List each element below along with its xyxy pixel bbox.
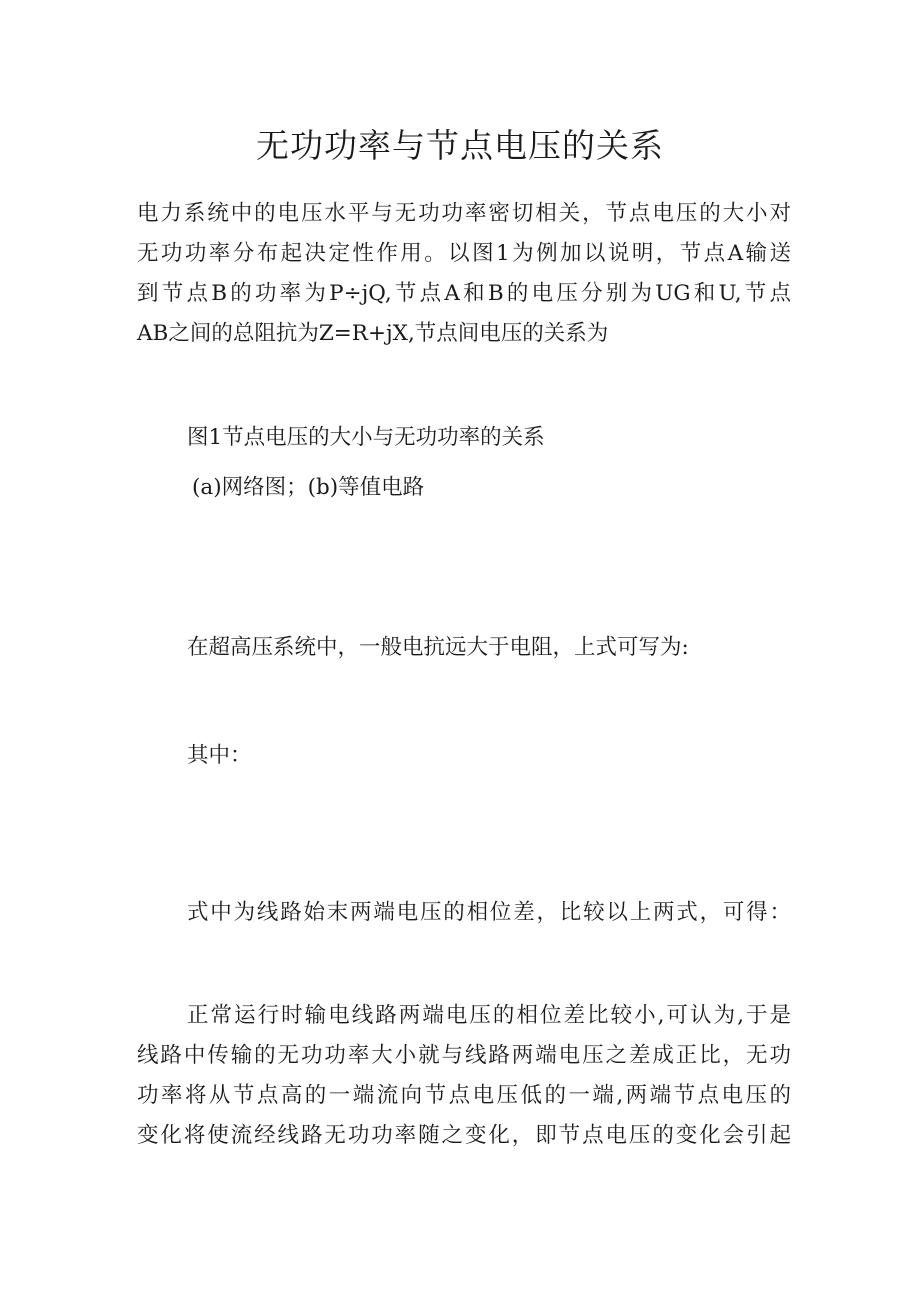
paragraph-ehv-approximation: 在超高压系统中，一般电抗远大于电阻，上式可写为: [187, 635, 689, 660]
paragraph-phase-difference: 式中为线路始末两端电压的相位差，比较以上两式，可得： [187, 900, 791, 925]
paragraph-line: 到节点B的功率为P÷jQ,节点A和B的电压分别为UG和U,节点 [137, 281, 791, 306]
figure-caption-title: 图1节点电压的大小与无功功率的关系 [187, 425, 545, 450]
paragraph-line: 正常运行时输电线路两端电压的相位差比较小,可认为,于是 [187, 1003, 791, 1028]
document-title: 无功功率与节点电压的关系 [256, 126, 664, 165]
figure-caption-subtitle: (a)网络图；(b)等值电路 [192, 475, 425, 500]
paragraph-line: 电力系统中的电压水平与无功功率密切相关，节点电压的大小对 [137, 201, 791, 226]
paragraph-where: 其中： [187, 743, 252, 768]
paragraph-line: 线路中传输的无功功率大小就与线路两端电压之差成正比，无功 [137, 1043, 791, 1068]
paragraph-line: 无功功率分布起决定性作用。以图1为例加以说明，节点A输送 [137, 241, 791, 266]
paragraph-line: 功率将从节点高的一端流向节点电压低的一端,两端节点电压的 [137, 1083, 791, 1108]
paragraph-line: 变化将使流经线路无功功率随之变化，即节点电压的变化会引起 [137, 1123, 791, 1148]
paragraph-line: AB之间的总阻抗为Z=R+jX,节点间电压的关系为 [137, 321, 609, 346]
